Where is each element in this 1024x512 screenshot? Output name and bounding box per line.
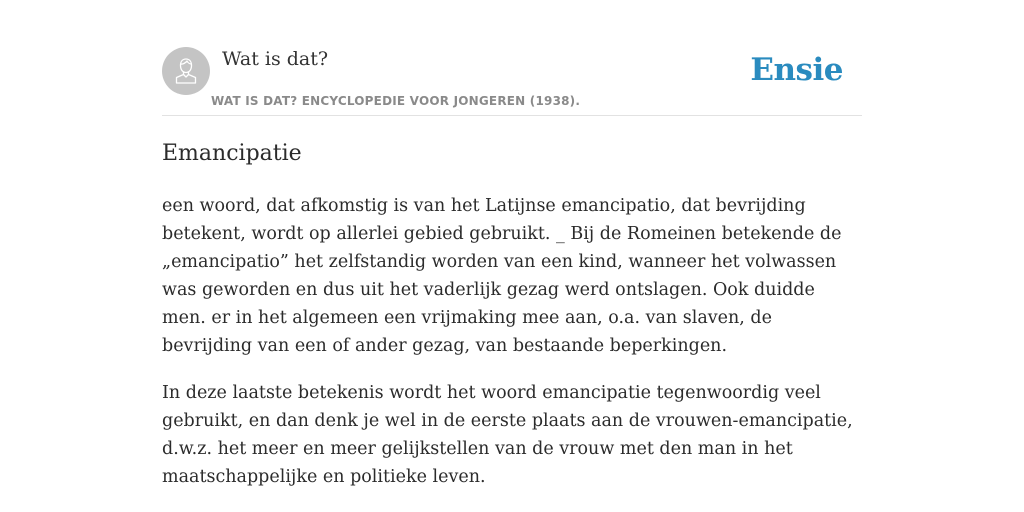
- user-icon: [172, 56, 200, 86]
- entry-paragraph: een woord, dat afkomstig is van het Latijnse emancipatio, dat bevrijding betekent, wordt op allerlei gebied gebruikt. _ Bij de Romeinen betekende de „emancipatio” het zelfstandig worden van een kind, wanneer het volwassen was geworden en dus uit het vaderlijk gezag werd ontslagen. Ook duidde men. er in het algemeen een vrijmaking mee aan, o.a. van slaven, de bevrijding van een of ander gezag, van bestaande beperkingen.: [162, 196, 842, 356]
- avatar[interactable]: [162, 47, 210, 95]
- entry-title: Emancipatie: [162, 141, 302, 166]
- source-title[interactable]: Wat is dat?: [222, 48, 329, 70]
- entry-paragraph: In deze laatste betekenis wordt het woord emancipatie tegenwoordig veel gebruikt, en dan denk je wel in de eerste plaats aan de vrouwen-emancipatie, d.w.z. het meer en meer gelijkstellen van de vrouw met den man in het maatschappelijke en politieke leven.: [162, 383, 853, 487]
- source-header: [162, 46, 862, 116]
- brand-logo[interactable]: Ensie: [750, 52, 843, 88]
- source-subtitle[interactable]: WAT IS DAT? ENCYCLOPEDIE VOOR JONGEREN (1938).: [211, 94, 581, 108]
- entry-body: [162, 192, 862, 510]
